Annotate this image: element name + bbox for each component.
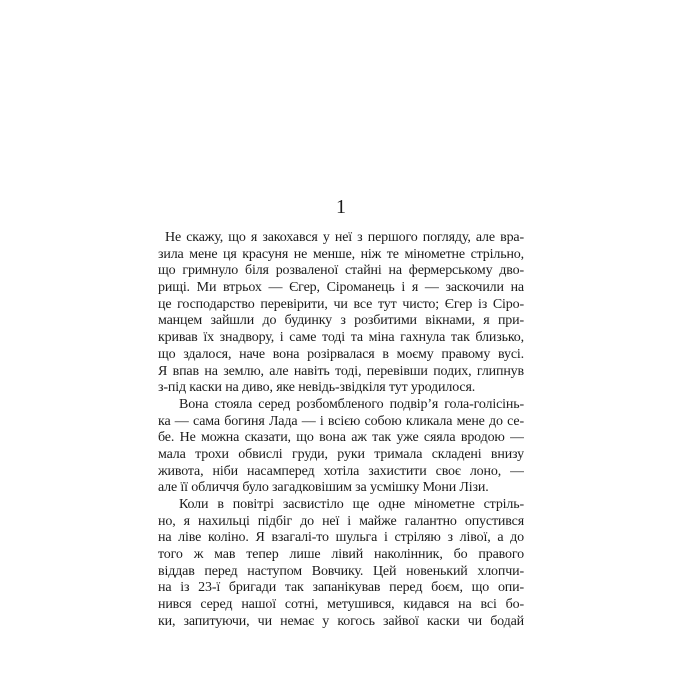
text-line: віддав перед наступом Вовчику. Цей новенький хлопчи- (158, 563, 524, 579)
paragraph (158, 230, 524, 397)
text-line: рищі. Ми втрьох — Єгер, Сіроманець і я — заскочили на (158, 280, 524, 296)
chapter-number: 1 (336, 196, 346, 218)
text-line: Я впав на землю, але навіть тоді, перевівши подих, глипнув (158, 363, 524, 379)
text-line: ка — сама богиня Лада — і всією собою кликала мене до се- (158, 413, 524, 429)
text-line: Коли в повітрі засвистіло ще одне мінометне стріль- (179, 497, 524, 512)
text-line: живота, ніби насамперед хотіла захистити своє лоно, — (158, 463, 524, 479)
text-line: Вона стояла серед розбомбленого подвір’я гола-голісінь- (179, 396, 524, 412)
body-text (158, 230, 524, 631)
text-line: но, я нахильці підбіг до неї і майже галантно опустився (158, 513, 524, 529)
text-line: що гримнуло біля розваленої стайні на фермерському дво- (158, 263, 524, 279)
text-line: кривав їх знадвору, і саме тоді та міна гахнула так близько, (158, 330, 524, 346)
text-line: того ж мав тепер лише лівий наколінник, бо правого (158, 547, 524, 563)
text-line: зила мене ця красуня не менше, ніж те мінометне стрільно, (158, 246, 524, 262)
paragraph (158, 397, 524, 497)
text-line: на із 23-ї бригади так запанікував перед боєм, що опи- (158, 580, 524, 596)
text-line: це господарство перевірити, чи все тут чисто; Єгер із Сіро- (158, 296, 524, 312)
text-line: мала трохи обвислі груди, руки тримала складені внизу (158, 446, 524, 462)
text-line: нився серед нашої сотні, метушився, кидався на всі бо- (158, 597, 524, 613)
text-line: ки, запитуючи, чи немає у когось зайвої каски чи бодай (158, 613, 524, 629)
text-line: на ліве коліно. Я взагалі-то шульга і стріляю з лівої, а до (158, 530, 524, 546)
text-line: що здалося, наче вона розірвалася в моєму правому вусі. (158, 346, 524, 362)
text-line: з-під каски на диво, яке невідь-звідкіля тут уродилося. (158, 380, 476, 396)
text-line: але її обличчя було загадковішим за усмішку Мони Лізи. (158, 480, 489, 496)
text-line: Не скажу, що я закохався у неї з першого погляду, але вра- (165, 230, 524, 245)
text-line: манцем зайшли до будинку з розбитими вікнами, я при- (158, 313, 524, 329)
text-line: бе. Не можна сказати, що вона аж так уже сяяла вродою — (158, 430, 524, 446)
paragraph (158, 497, 524, 631)
